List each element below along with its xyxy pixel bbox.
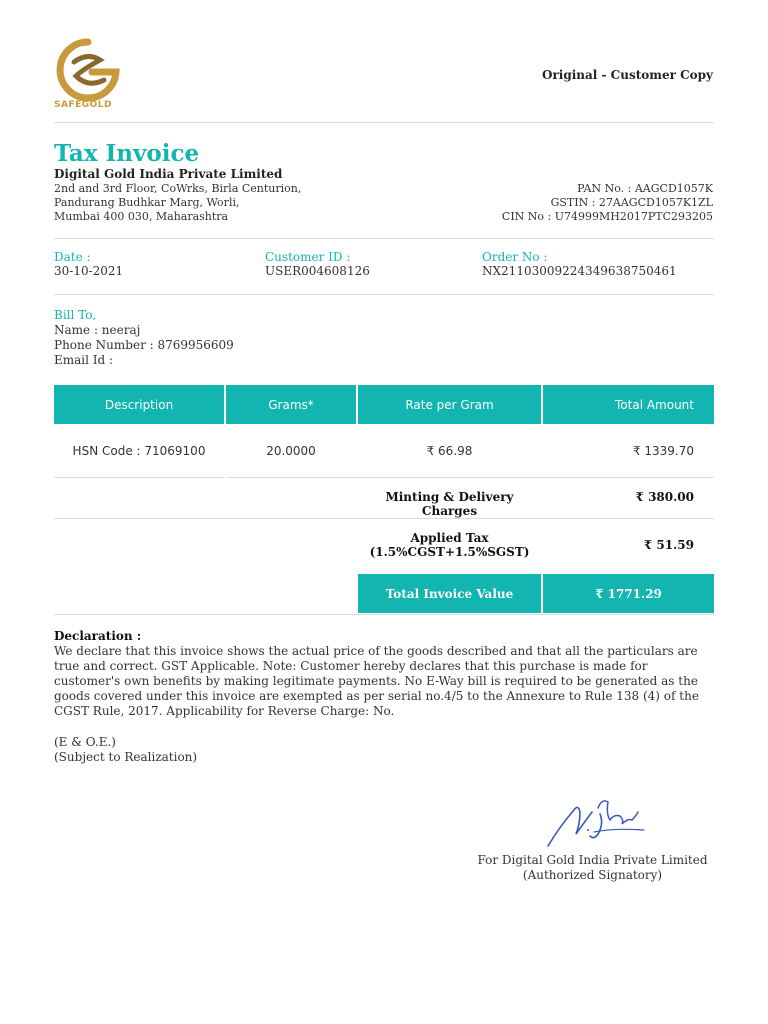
divider: [54, 614, 714, 615]
column-header-rate: Rate per Gram: [358, 385, 541, 424]
amount-cell: ₹ 1339.70: [632, 444, 694, 458]
rate-cell: ₹ 66.98: [426, 444, 473, 458]
grams-cell: 20.0000: [266, 444, 316, 458]
customer-id-value: USER004608126: [265, 264, 370, 278]
customer-phone: Phone Number : 8769956609: [54, 338, 234, 352]
divider: [226, 477, 714, 478]
date-label: Date :: [54, 250, 91, 264]
signatory-company: For Digital Gold India Private Limited: [477, 853, 708, 867]
address-line: Pandurang Budhkar Marg, Worli,: [54, 196, 240, 209]
copy-label: Original - Customer Copy: [541, 68, 713, 82]
signatory-role: (Authorized Signatory): [522, 868, 663, 882]
minting-charges-label: Minting & Delivery Charges: [385, 490, 514, 518]
column-header-total: Total Amount: [543, 385, 714, 424]
cin-number: CIN No : U74999MH2017PTC293205: [501, 210, 713, 223]
minting-charges-value: ₹ 380.00: [635, 490, 694, 504]
column-header-description: Description: [54, 385, 224, 424]
order-no-value: NX21103009224349638750461: [482, 264, 677, 278]
signatory-block: [470, 853, 715, 883]
customer-id-label: Customer ID :: [265, 250, 351, 264]
applied-tax-title: Applied Tax: [410, 531, 489, 545]
total-invoice-value: ₹ 1771.29: [543, 574, 714, 613]
footnotes: [54, 735, 197, 765]
customer-name: Name : neeraj: [54, 323, 141, 337]
signature-image: [540, 790, 650, 850]
divider: [54, 518, 714, 519]
divider: [54, 122, 714, 123]
gstin-number: GSTIN : 27AAGCD1057K1ZL: [550, 196, 713, 209]
applied-tax-rates: (1.5%CGST+1.5%SGST): [369, 545, 530, 559]
divider: [54, 477, 224, 478]
hsn-code-cell: HSN Code : 71069100: [72, 444, 206, 458]
divider: [54, 238, 714, 239]
registration-details: [502, 182, 713, 224]
applied-tax-label: [358, 531, 541, 559]
customer-email: Email Id :: [54, 353, 114, 367]
brand-wordmark: SAFEGOLD: [54, 100, 112, 110]
total-invoice-label: Total Invoice Value: [358, 574, 541, 613]
date-value: 30-10-2021: [54, 264, 124, 278]
address-line: Mumbai 400 030, Maharashtra: [54, 210, 229, 223]
realization-note: (Subject to Realization): [54, 750, 198, 764]
order-no-label: Order No :: [482, 250, 548, 264]
company-name: Digital Gold India Private Limited: [54, 167, 283, 181]
column-header-grams: Grams*: [226, 385, 356, 424]
declaration-text: We declare that this invoice shows the actual price of the goods described and that all the particulars are true and correct. GST Applicable. Note: Customer hereby declares that this purchase is made for customer's own benefits by making legitimate payments. No E-Way bill is required to be generated as the goods covered under this invoice are exempted as per serial no.4/5 to the Annexure to Rule 138 (4) of the CGST Rule, 2017. Applicability for Reverse Charge: No.: [54, 644, 699, 718]
bill-to-label: Bill To,: [54, 308, 97, 322]
applied-tax-value: ₹ 51.59: [643, 538, 694, 552]
address-line: 2nd and 3rd Floor, CoWrks, Birla Centurion,: [54, 182, 302, 195]
declaration-title: Declaration :: [54, 629, 142, 643]
page-title: Tax Invoice: [54, 140, 200, 167]
divider: [54, 294, 714, 295]
eoe-note: (E & O.E.): [54, 735, 116, 749]
pan-number: PAN No. : AAGCD1057K: [577, 182, 713, 195]
company-address: [54, 182, 301, 224]
